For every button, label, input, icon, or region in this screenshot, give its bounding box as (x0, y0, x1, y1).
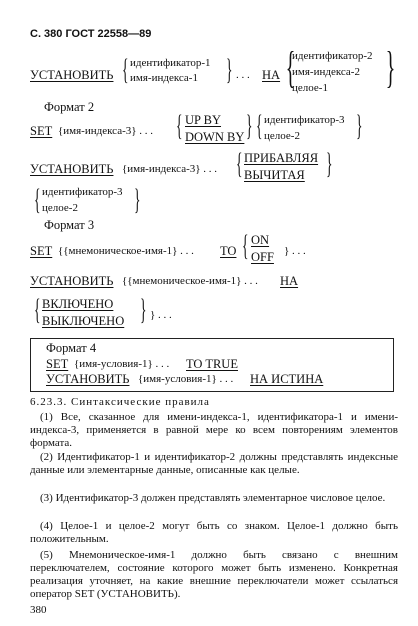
page-header: С. 380 ГОСТ 22558—89 (30, 28, 152, 40)
keyword-vyklyucheno: ВЫКЛЮЧЕНО (42, 314, 125, 328)
closing-ellipsis: } . . . (284, 245, 306, 257)
keyword-na: НА (280, 274, 299, 288)
keyword-ustanovit: УСТАНОВИТЬ (46, 372, 130, 386)
format4-title: Формат 4 (46, 341, 97, 355)
format3-title: Формат 3 (44, 218, 95, 232)
keyword-set: SET (30, 124, 53, 138)
keyword-vychitaya: ВЫЧИТАЯ (244, 168, 305, 182)
ustanovit-argument: {имя-условия-1} . . . (138, 373, 234, 385)
format2-title: Формат 2 (44, 100, 95, 114)
keyword-set: SET (30, 244, 53, 258)
right-brace: } (385, 43, 396, 92)
ustanovit-argument: {{мнемоническое-имя-1} . . . (122, 275, 258, 287)
set-argument: {имя-индекса-3} . . . (58, 125, 154, 137)
rule-paragraph-1: (1) Все, сказанное для имени-индекса-1, идентификатора-1 и имени-индекса-3, применяется в равной мере ко всем повторениям элементов формата. (30, 411, 398, 449)
left-brace: { (255, 109, 263, 142)
keyword-na-istina: НА ИСТИНА (250, 372, 324, 386)
keyword-up-by: UP BY (185, 113, 222, 127)
ellipsis: . . . (236, 69, 250, 81)
keyword-pribavlyaya: ПРИБАВЛЯЯ (244, 151, 319, 165)
left-brace: { (241, 229, 249, 262)
keyword-to: TO (220, 244, 237, 258)
keyword-on: ON (251, 233, 270, 247)
ustanovit-argument: {имя-индекса-3} . . . (122, 163, 218, 175)
left-brace: { (121, 53, 129, 86)
option-identifier-3: идентификатор-3 (264, 114, 345, 126)
option-integer-2: целое-2 (264, 130, 300, 142)
left-brace: { (33, 293, 41, 326)
option-identifier-3: идентификатор-3 (42, 186, 123, 198)
rule-paragraph-4: (4) Целое-1 и целое-2 могут быть со знаком. Целое-1 должно быть положительным. (30, 520, 398, 545)
keyword-down-by: DOWN BY (185, 130, 245, 144)
section-heading: 6.23.3. Синтаксические правила (30, 396, 210, 408)
left-brace: { (235, 147, 243, 180)
right-brace: } (139, 293, 147, 326)
rule-paragraph-5: (5) Мнемоническое-имя-1 должно быть связано с внешним переключателем, состояние которого может быть изменено. Конкретная реализация уточняет, на какие внешние переключатели может ссылаться оператор SET (УСТАНОВИТЬ). (30, 549, 398, 600)
option-identifier-2: идентификатор-2 (292, 50, 373, 62)
closing-ellipsis: } . . . (150, 309, 172, 321)
right-brace: } (355, 109, 363, 142)
option-integer-2: целое-2 (42, 202, 78, 214)
keyword-ustanovit: УСТАНОВИТЬ (30, 68, 114, 82)
option-index-name-2: имя-индекса-2 (292, 66, 360, 78)
left-brace: { (175, 109, 183, 142)
keyword-to-true: TO TRUE (186, 357, 238, 371)
page-number: 380 (30, 604, 47, 616)
keyword-ustanovit: УСТАНОВИТЬ (30, 274, 114, 288)
keyword-ustanovit: УСТАНОВИТЬ (30, 162, 114, 176)
right-brace: } (225, 53, 233, 86)
right-brace: } (133, 183, 141, 216)
left-brace: { (285, 43, 296, 92)
rule-paragraph-3: (3) Идентификатор-3 должен представлять элементарное числовое целое. (40, 492, 386, 504)
keyword-off: OFF (251, 250, 274, 264)
right-brace: } (245, 109, 253, 142)
keyword-vklyucheno: ВКЛЮЧЕНО (42, 297, 114, 311)
rule-paragraph-2: (2) Идентификатор-1 и идентификатор-2 должны представлять индексные данные или элементарные данные, описанные как целые. (30, 451, 398, 476)
left-brace: { (33, 183, 41, 216)
set-argument: {{мнемоническое-имя-1} . . . (58, 245, 194, 257)
set-argument: {имя-условия-1} . . . (74, 358, 170, 370)
keyword-na: НА (262, 68, 281, 82)
right-brace: } (325, 147, 333, 180)
option-index-name-1: имя-индекса-1 (130, 72, 198, 84)
option-integer-1: целое-1 (292, 82, 328, 94)
option-identifier-1: идентификатор-1 (130, 57, 211, 69)
keyword-set: SET (46, 357, 69, 371)
